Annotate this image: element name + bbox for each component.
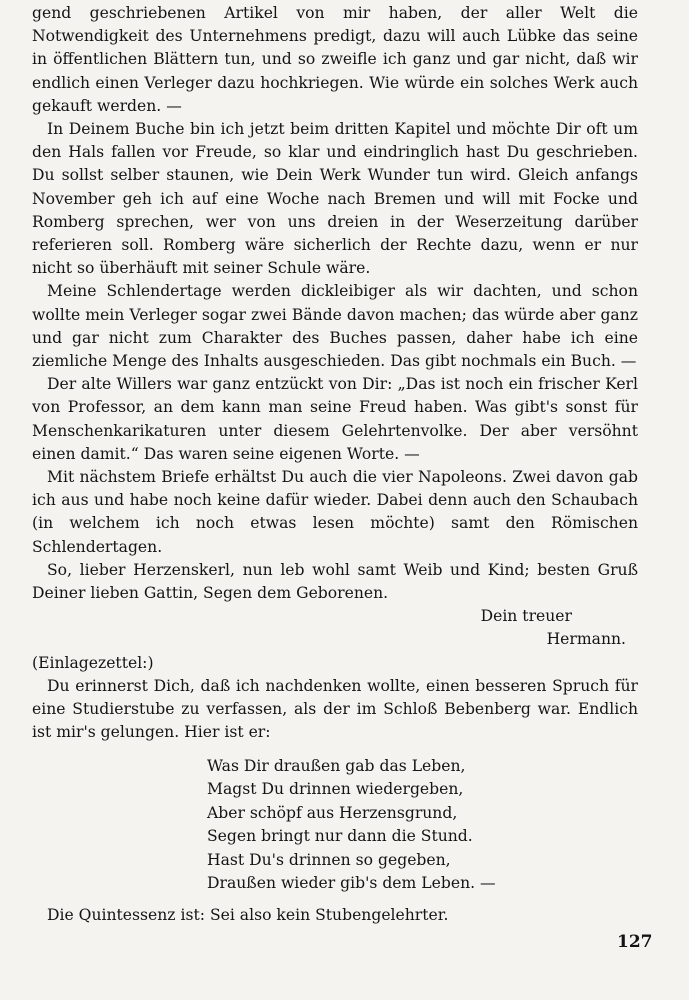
paragraph: Mit nächstem Briefe erhältst Du auch die vier Napoleons. Zwei davon gab ich aus und habe noch keine dafür wieder. Dabei denn auch den Schaubach (in welchem ich noch etwas lesen möchte) samt den Römischen Schlendertagen. [32, 468, 638, 556]
paragraph: So, lieber Herzenskerl, nun leb wohl samt Weib und Kind; besten Gruß Deiner lieben Gattin, Segen dem Geborenen. [32, 560, 638, 603]
poem-line: Hast Du's drinnen so gegeben, [207, 850, 451, 869]
closing-line: Dein treuer [480, 607, 572, 626]
page-number: 127 [617, 932, 653, 952]
insert-label: (Einlagezettel:) [32, 653, 154, 672]
signature-name: Hermann. [546, 630, 626, 649]
paragraph: In Deinem Buche bin ich jetzt beim dritten Kapitel und möchte Dir oft um den Hals fallen vor Freude, so klar und eindringlich hast Du geschrieben. Du sollst selber staunen, wie Dein Werk Wunder tun wird. Gleich anfangs November geh ich auf eine Woche nach Bremen und will mit Focke und Romberg sprechen, wer von uns dreien in der Weserzeitung darüber referieren soll. Romberg wäre sicherlich der Rechte dazu, wenn er nur nicht so überhäuft mit seiner Schule wäre. [32, 120, 638, 278]
paragraph: Meine Schlendertage werden dickleibiger als wir dachten, und schon wollte mein Verleger sogar zwei Bände davon machen; das würde aber ganz und gar nicht zum Charakter des Buches passen, daher habe ich eine ziemliche Menge des Inhalts ausgeschieden. Das gibt nochmals ein Buch. — [32, 282, 638, 371]
page-body [32, 2, 638, 927]
poem-line: Draußen wieder gib's dem Leben. — [207, 874, 496, 892]
poem-line: Segen bringt nur dann die Stund. [207, 827, 473, 845]
paragraph-continued: gend geschriebenen Artikel von mir haben, der aller Welt die Notwendigkeit des Unternehmens predigt, dazu will auch Lübke das seine in öffentlichen Blättern tun, und so zweifle ich ganz und gar nicht, daß wir endlich einen Verleger dazu hochkriegen. Wie würde ein solches Werk auch gekauft werden. — [32, 4, 638, 115]
letter-signature [32, 605, 638, 651]
poem-line: Magst Du drinnen wiedergeben, [207, 780, 464, 798]
insert-paragraph: Du erinnerst Dich, daß ich nachdenken wollte, einen besseren Spruch für eine Studierstube zu verfassen, als der im Schloß Bebenberg war. Endlich ist mir's gelungen. Hier ist er: [32, 676, 638, 742]
final-line: Die Quintessenz ist: Sei also kein Stubengelehrter. [47, 905, 449, 924]
poem [207, 755, 638, 896]
poem-line: Was Dir draußen gab das Leben, [207, 756, 466, 775]
paragraph: Der alte Willers war ganz entzückt von Dir: „Das ist noch ein frischer Kerl von Professor, an dem kann man seine Freud haben. Was gibt's sonst für Menschenkarikaturen unter diesem Gelehrtenvolke. Der aber versöhnt einen damit.“ Das waren seine eigenen Worte. — [32, 375, 638, 463]
poem-line: Aber schöpf aus Herzensgrund, [207, 803, 458, 822]
